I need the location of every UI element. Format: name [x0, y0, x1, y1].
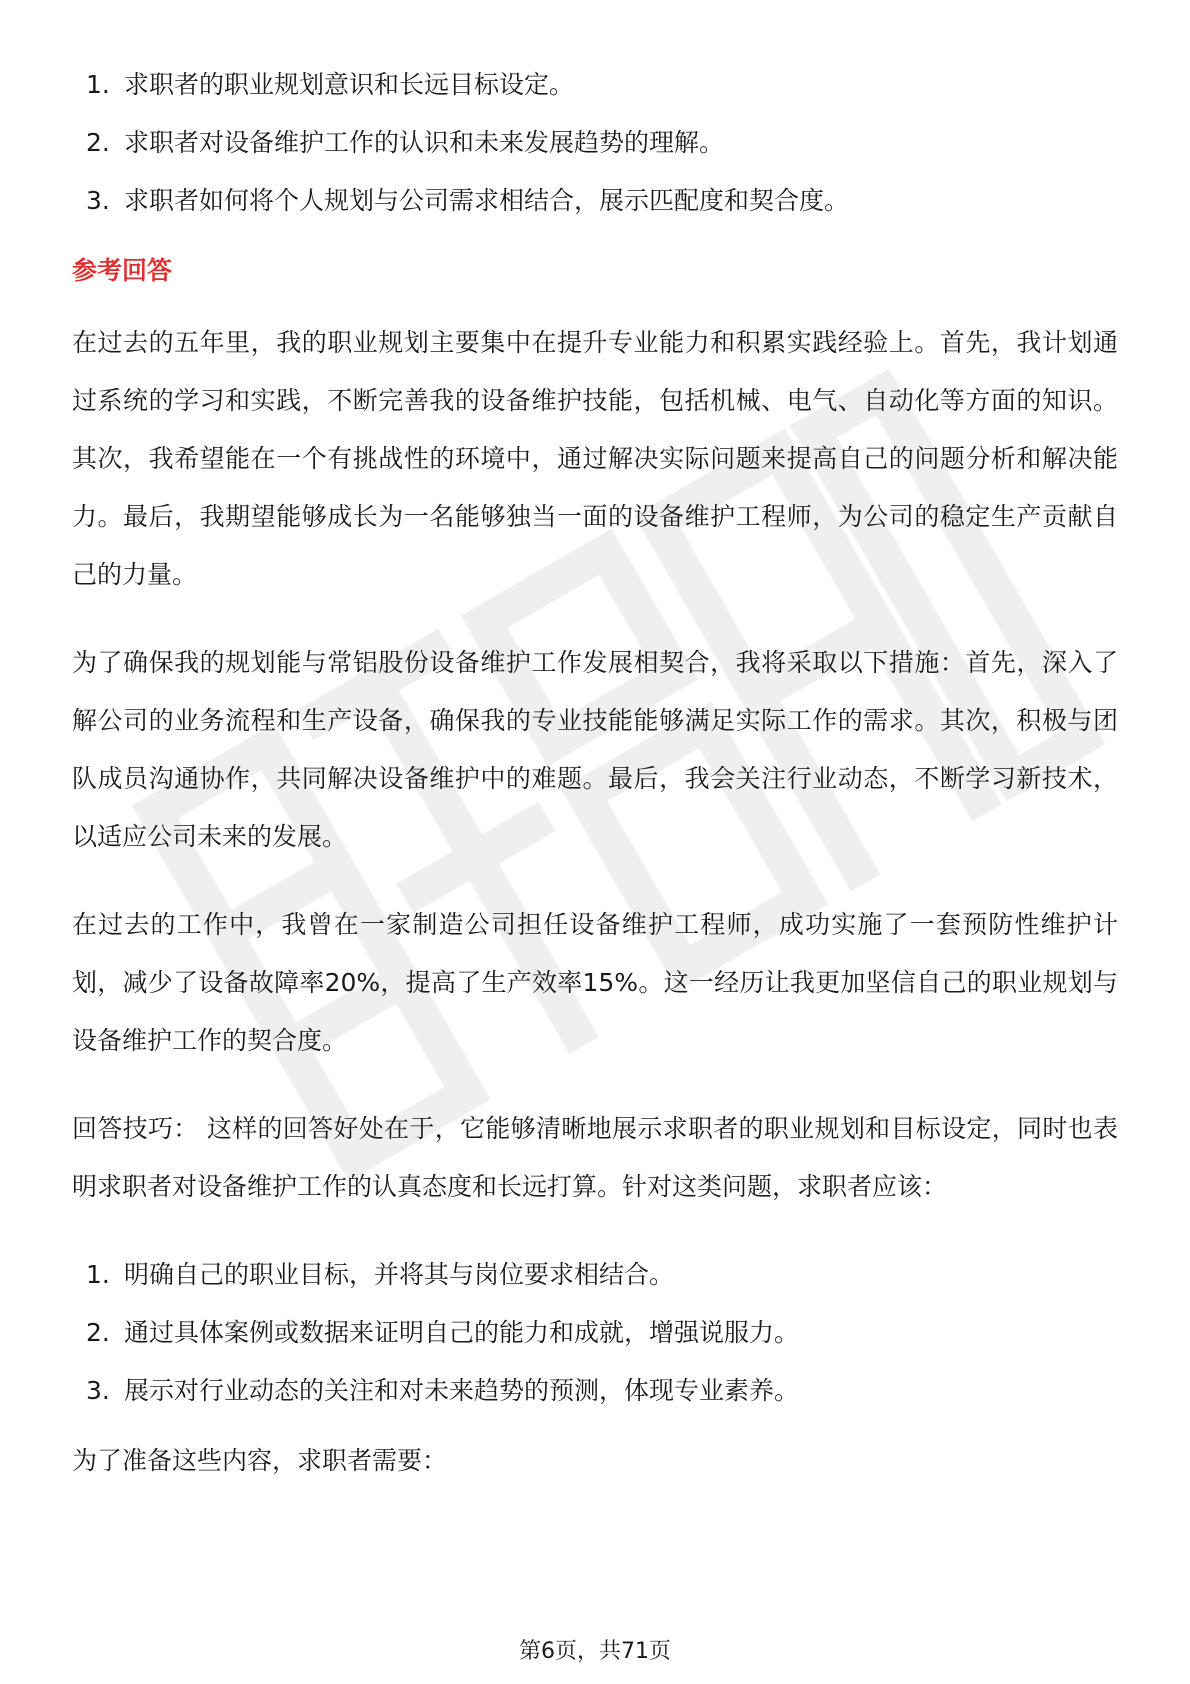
page-footer: 第6页，共71页: [519, 1639, 671, 1664]
paragraph: 回答技巧： 这样的回答好处在于，它能够清晰地展示求职者的职业规划和目标设定，同时也表明求职者对设备维护工作的认真态度和长远打算。针对这类问题，求职者应该：: [72, 1114, 1118, 1201]
paragraph: 为了确保我的规划能与常铝股份设备维护工作发展相契合，我将采取以下措施：首先，深入了解公司的业务流程和生产设备，确保我的专业技能能够满足实际工作的需求。其次，积极与团队成员沟通协作，共同解决设备维护中的难题。最后，我会关注行业动态，不断学习新技术，以适应公司未来的发展。: [72, 648, 1118, 851]
closing-paragraph: 为了准备这些内容，求职者需要：: [72, 1446, 448, 1475]
list-item: 3. 求职者如何将个人规划与公司需求相结合，展示匹配度和契合度。: [86, 186, 850, 215]
paragraph: 在过去的五年里，我的职业规划主要集中在提升专业能力和积累实践经验上。首先，我计划通过系统的学习和实践，不断完善我的设备维护技能，包括机械、电气、自动化等方面的知识。其次，我希望能在一个有挑战性的环境中，通过解决实际问题来提高自己的问题分析和解决能力。最后，我期望能够成长为一名能够独当一面的设备维护工程师，为公司的稳定生产贡献自己的力量。: [72, 328, 1118, 589]
list-item: 1. 求职者的职业规划意识和长远目标设定。: [86, 70, 575, 99]
paragraph: 在过去的工作中，我曾在一家制造公司担任设备维护工程师，成功实施了一套预防性维护计划，减少了设备故障率20%，提高了生产效率15%。这一经历让我更加坚信自己的职业规划与设备维护工作的契合度。: [72, 910, 1118, 1055]
list-item: 2. 通过具体案例或数据来证明自己的能力和成就，增强说服力。: [86, 1318, 800, 1347]
section-heading: 参考回答: [72, 256, 173, 285]
criteria-list: [72, 56, 1118, 230]
tips-list: [72, 1246, 1118, 1420]
document-content: [72, 56, 1118, 1520]
list-item: 3. 展示对行业动态的关注和对未来趋势的预测，体现专业素养。: [86, 1376, 800, 1405]
list-item: 1. 明确自己的职业目标，并将其与岗位要求相结合。: [86, 1260, 675, 1289]
list-item: 2. 求职者对设备维护工作的认识和未来发展趋势的理解。: [86, 128, 725, 157]
